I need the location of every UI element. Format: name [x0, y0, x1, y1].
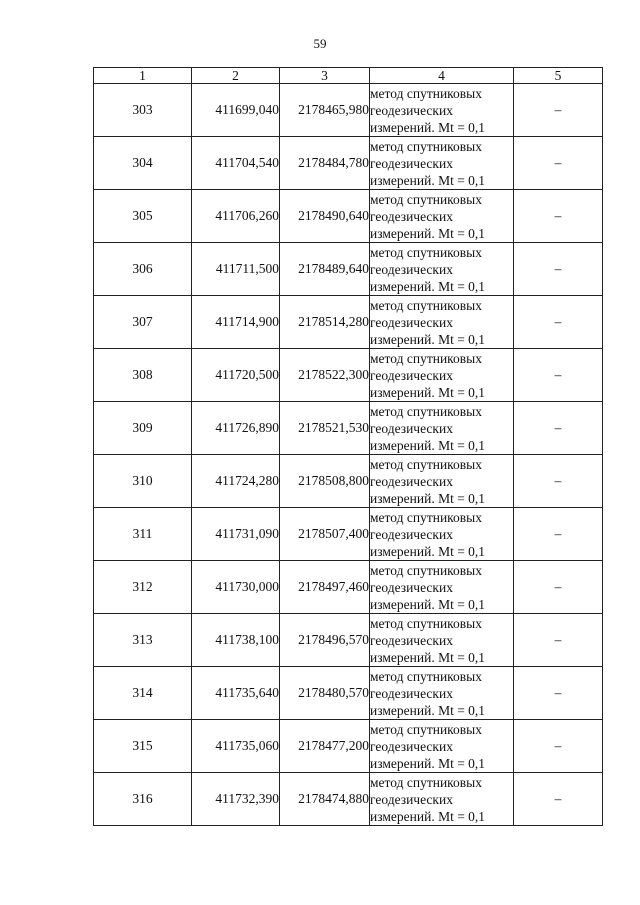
- point-number-cell: 303: [94, 84, 192, 137]
- point-number-cell: 307: [94, 296, 192, 349]
- x-coordinate-cell: 411738,100: [192, 614, 280, 667]
- point-number-cell: 316: [94, 773, 192, 826]
- table-row: [94, 455, 603, 508]
- method-line: геодезических: [370, 420, 453, 436]
- table-row: [94, 773, 603, 826]
- method-cell: [370, 402, 514, 455]
- x-coordinate-cell: 411714,900: [192, 296, 280, 349]
- x-coordinate-cell: 411699,040: [192, 84, 280, 137]
- method-line: геодезических: [370, 579, 453, 595]
- header-col-3: 3: [280, 68, 370, 84]
- point-number-cell: 314: [94, 667, 192, 720]
- x-coordinate-cell: 411726,890: [192, 402, 280, 455]
- method-line: метод спутниковых: [370, 138, 482, 154]
- method-line: метод спутниковых: [370, 509, 482, 525]
- y-coordinate-cell: 2178480,570: [280, 667, 370, 720]
- point-number-cell: 311: [94, 508, 192, 561]
- method-line: измерений. Mt = 0,1: [370, 172, 486, 188]
- header-col-1: 1: [94, 68, 192, 84]
- x-coordinate-cell: 411735,060: [192, 720, 280, 773]
- point-number-cell: 304: [94, 137, 192, 190]
- method-line: геодезических: [370, 685, 453, 701]
- table-row: [94, 296, 603, 349]
- note-cell: –: [514, 402, 603, 455]
- note-cell: –: [514, 667, 603, 720]
- point-number-cell: 305: [94, 190, 192, 243]
- method-cell: [370, 508, 514, 561]
- method-cell: [370, 243, 514, 296]
- method-line: измерений. Mt = 0,1: [370, 225, 486, 241]
- table-row: [94, 190, 603, 243]
- method-line: геодезических: [370, 261, 453, 277]
- method-cell: [370, 720, 514, 773]
- page-number: 59: [313, 36, 327, 51]
- method-cell: [370, 667, 514, 720]
- method-cell: [370, 561, 514, 614]
- method-line: измерений. Mt = 0,1: [370, 543, 486, 559]
- header-col-4: 4: [370, 68, 514, 84]
- note-cell: –: [514, 349, 603, 402]
- method-line: геодезических: [370, 102, 453, 118]
- method-line: метод спутниковых: [370, 244, 482, 260]
- x-coordinate-cell: 411731,090: [192, 508, 280, 561]
- point-number-cell: 315: [94, 720, 192, 773]
- x-coordinate-cell: 411730,000: [192, 561, 280, 614]
- method-cell: [370, 773, 514, 826]
- table-header: [94, 68, 603, 84]
- method-line: метод спутниковых: [370, 403, 482, 419]
- table-row: [94, 667, 603, 720]
- method-line: метод спутниковых: [370, 774, 482, 790]
- y-coordinate-cell: 2178477,200: [280, 720, 370, 773]
- y-coordinate-cell: 2178496,570: [280, 614, 370, 667]
- method-line: измерений. Mt = 0,1: [370, 331, 486, 347]
- note-cell: –: [514, 614, 603, 667]
- coordinates-table: [93, 67, 603, 826]
- note-cell: –: [514, 243, 603, 296]
- note-cell: –: [514, 296, 603, 349]
- method-line: геодезических: [370, 632, 453, 648]
- x-coordinate-cell: 411735,640: [192, 667, 280, 720]
- note-cell: –: [514, 84, 603, 137]
- note-cell: –: [514, 561, 603, 614]
- method-line: геодезических: [370, 208, 453, 224]
- method-line: геодезических: [370, 473, 453, 489]
- method-cell: [370, 349, 514, 402]
- method-line: метод спутниковых: [370, 297, 482, 313]
- note-cell: –: [514, 773, 603, 826]
- method-line: геодезических: [370, 738, 453, 754]
- x-coordinate-cell: 411724,280: [192, 455, 280, 508]
- note-cell: –: [514, 508, 603, 561]
- note-cell: –: [514, 455, 603, 508]
- method-line: измерений. Mt = 0,1: [370, 596, 486, 612]
- point-number-cell: 310: [94, 455, 192, 508]
- method-line: измерений. Mt = 0,1: [370, 384, 486, 400]
- point-number-cell: 306: [94, 243, 192, 296]
- method-line: измерений. Mt = 0,1: [370, 278, 486, 294]
- table-row: [94, 508, 603, 561]
- y-coordinate-cell: 2178522,300: [280, 349, 370, 402]
- y-coordinate-cell: 2178507,400: [280, 508, 370, 561]
- method-cell: [370, 296, 514, 349]
- table-row: [94, 614, 603, 667]
- method-line: измерений. Mt = 0,1: [370, 649, 486, 665]
- method-line: метод спутниковых: [370, 85, 482, 101]
- method-line: геодезических: [370, 314, 453, 330]
- y-coordinate-cell: 2178521,530: [280, 402, 370, 455]
- method-line: геодезических: [370, 791, 453, 807]
- method-line: метод спутниковых: [370, 456, 482, 472]
- y-coordinate-cell: 2178508,800: [280, 455, 370, 508]
- x-coordinate-cell: 411706,260: [192, 190, 280, 243]
- y-coordinate-cell: 2178465,980: [280, 84, 370, 137]
- header-col-2: 2: [192, 68, 280, 84]
- point-number-cell: 313: [94, 614, 192, 667]
- method-line: измерений. Mt = 0,1: [370, 119, 486, 135]
- y-coordinate-cell: 2178514,280: [280, 296, 370, 349]
- method-cell: [370, 84, 514, 137]
- method-line: метод спутниковых: [370, 191, 482, 207]
- y-coordinate-cell: 2178474,880: [280, 773, 370, 826]
- x-coordinate-cell: 411704,540: [192, 137, 280, 190]
- note-cell: –: [514, 190, 603, 243]
- table-row: [94, 720, 603, 773]
- method-line: геодезических: [370, 155, 453, 171]
- x-coordinate-cell: 411720,500: [192, 349, 280, 402]
- table-body: [94, 84, 603, 826]
- header-row: [94, 68, 603, 84]
- method-line: измерений. Mt = 0,1: [370, 437, 486, 453]
- method-line: метод спутниковых: [370, 615, 482, 631]
- note-cell: –: [514, 137, 603, 190]
- point-number-cell: 309: [94, 402, 192, 455]
- table-row: [94, 402, 603, 455]
- method-line: измерений. Mt = 0,1: [370, 755, 486, 771]
- method-line: геодезических: [370, 367, 453, 383]
- method-line: измерений. Mt = 0,1: [370, 702, 486, 718]
- y-coordinate-cell: 2178489,640: [280, 243, 370, 296]
- method-line: метод спутниковых: [370, 721, 482, 737]
- header-col-5: 5: [514, 68, 603, 84]
- method-line: метод спутниковых: [370, 668, 482, 684]
- y-coordinate-cell: 2178497,460: [280, 561, 370, 614]
- table-row: [94, 561, 603, 614]
- y-coordinate-cell: 2178484,780: [280, 137, 370, 190]
- x-coordinate-cell: 411711,500: [192, 243, 280, 296]
- method-cell: [370, 455, 514, 508]
- method-line: измерений. Mt = 0,1: [370, 808, 486, 824]
- method-cell: [370, 190, 514, 243]
- method-line: геодезических: [370, 526, 453, 542]
- method-cell: [370, 137, 514, 190]
- table-row: [94, 243, 603, 296]
- table-row: [94, 137, 603, 190]
- x-coordinate-cell: 411732,390: [192, 773, 280, 826]
- table-row: [94, 349, 603, 402]
- y-coordinate-cell: 2178490,640: [280, 190, 370, 243]
- point-number-cell: 308: [94, 349, 192, 402]
- point-number-cell: 312: [94, 561, 192, 614]
- method-cell: [370, 614, 514, 667]
- table-row: [94, 84, 603, 137]
- method-line: метод спутниковых: [370, 350, 482, 366]
- method-line: метод спутниковых: [370, 562, 482, 578]
- note-cell: –: [514, 720, 603, 773]
- method-line: измерений. Mt = 0,1: [370, 490, 486, 506]
